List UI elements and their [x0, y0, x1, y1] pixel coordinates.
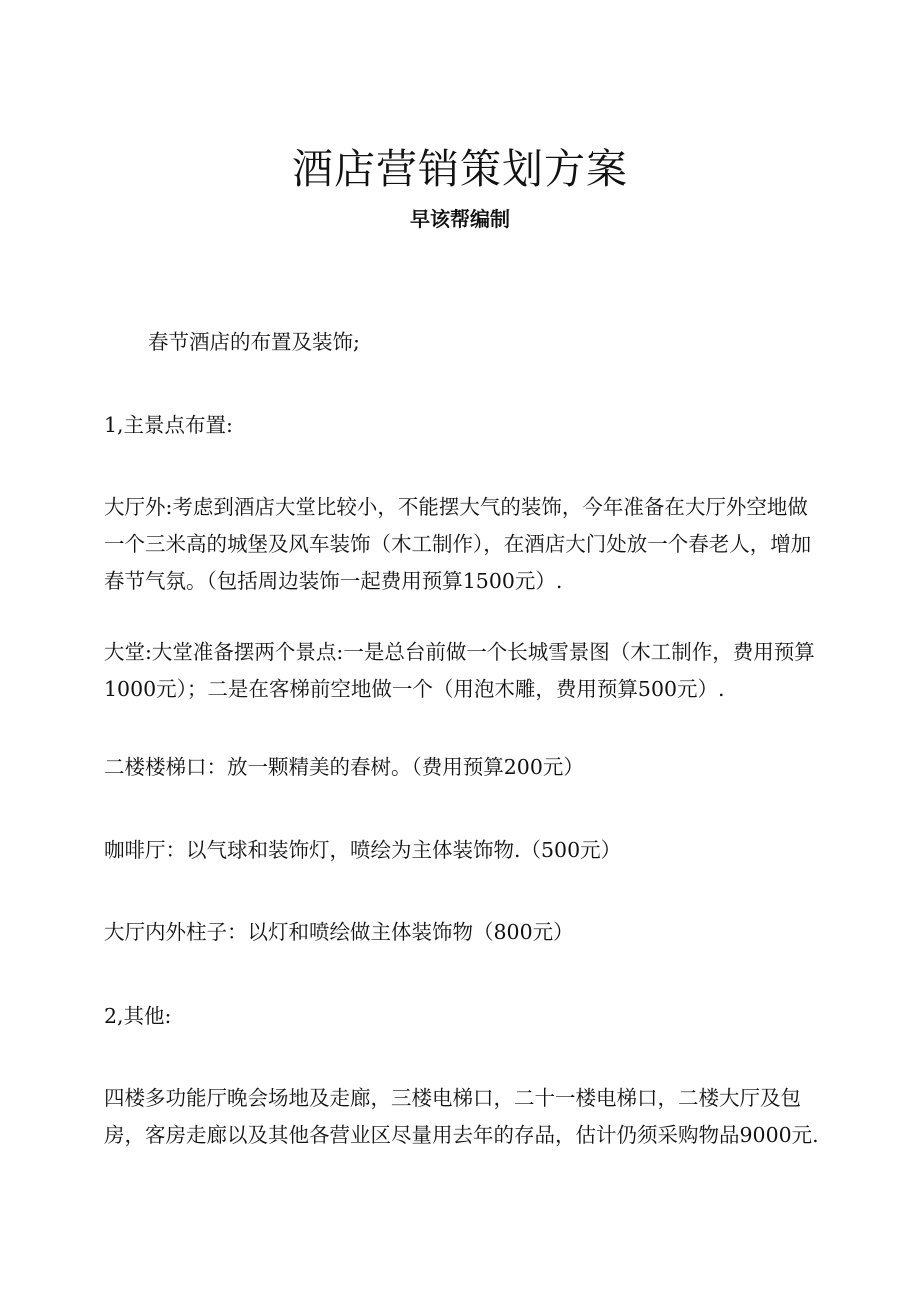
text-line: 大厅外:考虑到酒店大堂比较小，不能摆大气的装饰，今年准备在大厅外空地做 — [104, 495, 808, 519]
outside-hall-paragraph — [104, 489, 814, 600]
text-line: 房，客房走廊以及其他各营业区尽量用去年的存品，估计仍须采购物品9000元. — [104, 1123, 819, 1147]
intro-paragraph: 春节酒店的布置及装饰; — [148, 330, 360, 354]
text-line: 一个三米高的城堡及风车装饰（木工制作），在酒店大门处放一个春老人，增加 — [104, 532, 812, 556]
document-title: 酒店营销策划方案 — [292, 145, 628, 194]
text-line: 四楼多功能厅晚会场地及走廊，三楼电梯口，二十一楼电梯口，二楼大厅及包 — [104, 1086, 801, 1110]
other-paragraph — [104, 1080, 819, 1154]
text-line: 1000元）；二是在客梯前空地做一个（用泡木雕，费用预算500元）. — [104, 677, 725, 701]
text-line: 春节气氛。（包括周边装饰一起费用预算1500元）. — [104, 569, 563, 593]
cafe-paragraph: 咖啡厅：以气球和装饰灯，喷绘为主体装饰物.（500元） — [104, 838, 622, 862]
second-floor-paragraph: 二楼楼梯口：放一颗精美的春树。（费用预算200元） — [104, 755, 584, 779]
section-1-heading: 1,主景点布置: — [104, 413, 233, 437]
section-2-heading: 2,其他: — [104, 1004, 172, 1028]
lobby-paragraph — [104, 634, 814, 708]
text-line: 大堂:大堂准备摆两个景点:一是总台前做一个长城雪景图（木工制作，费用预算 — [104, 640, 815, 664]
document-author: 早该帮编制 — [410, 207, 510, 231]
pillars-paragraph: 大厅内外柱子：以灯和喷绘做主体装饰物（800元） — [104, 920, 574, 944]
